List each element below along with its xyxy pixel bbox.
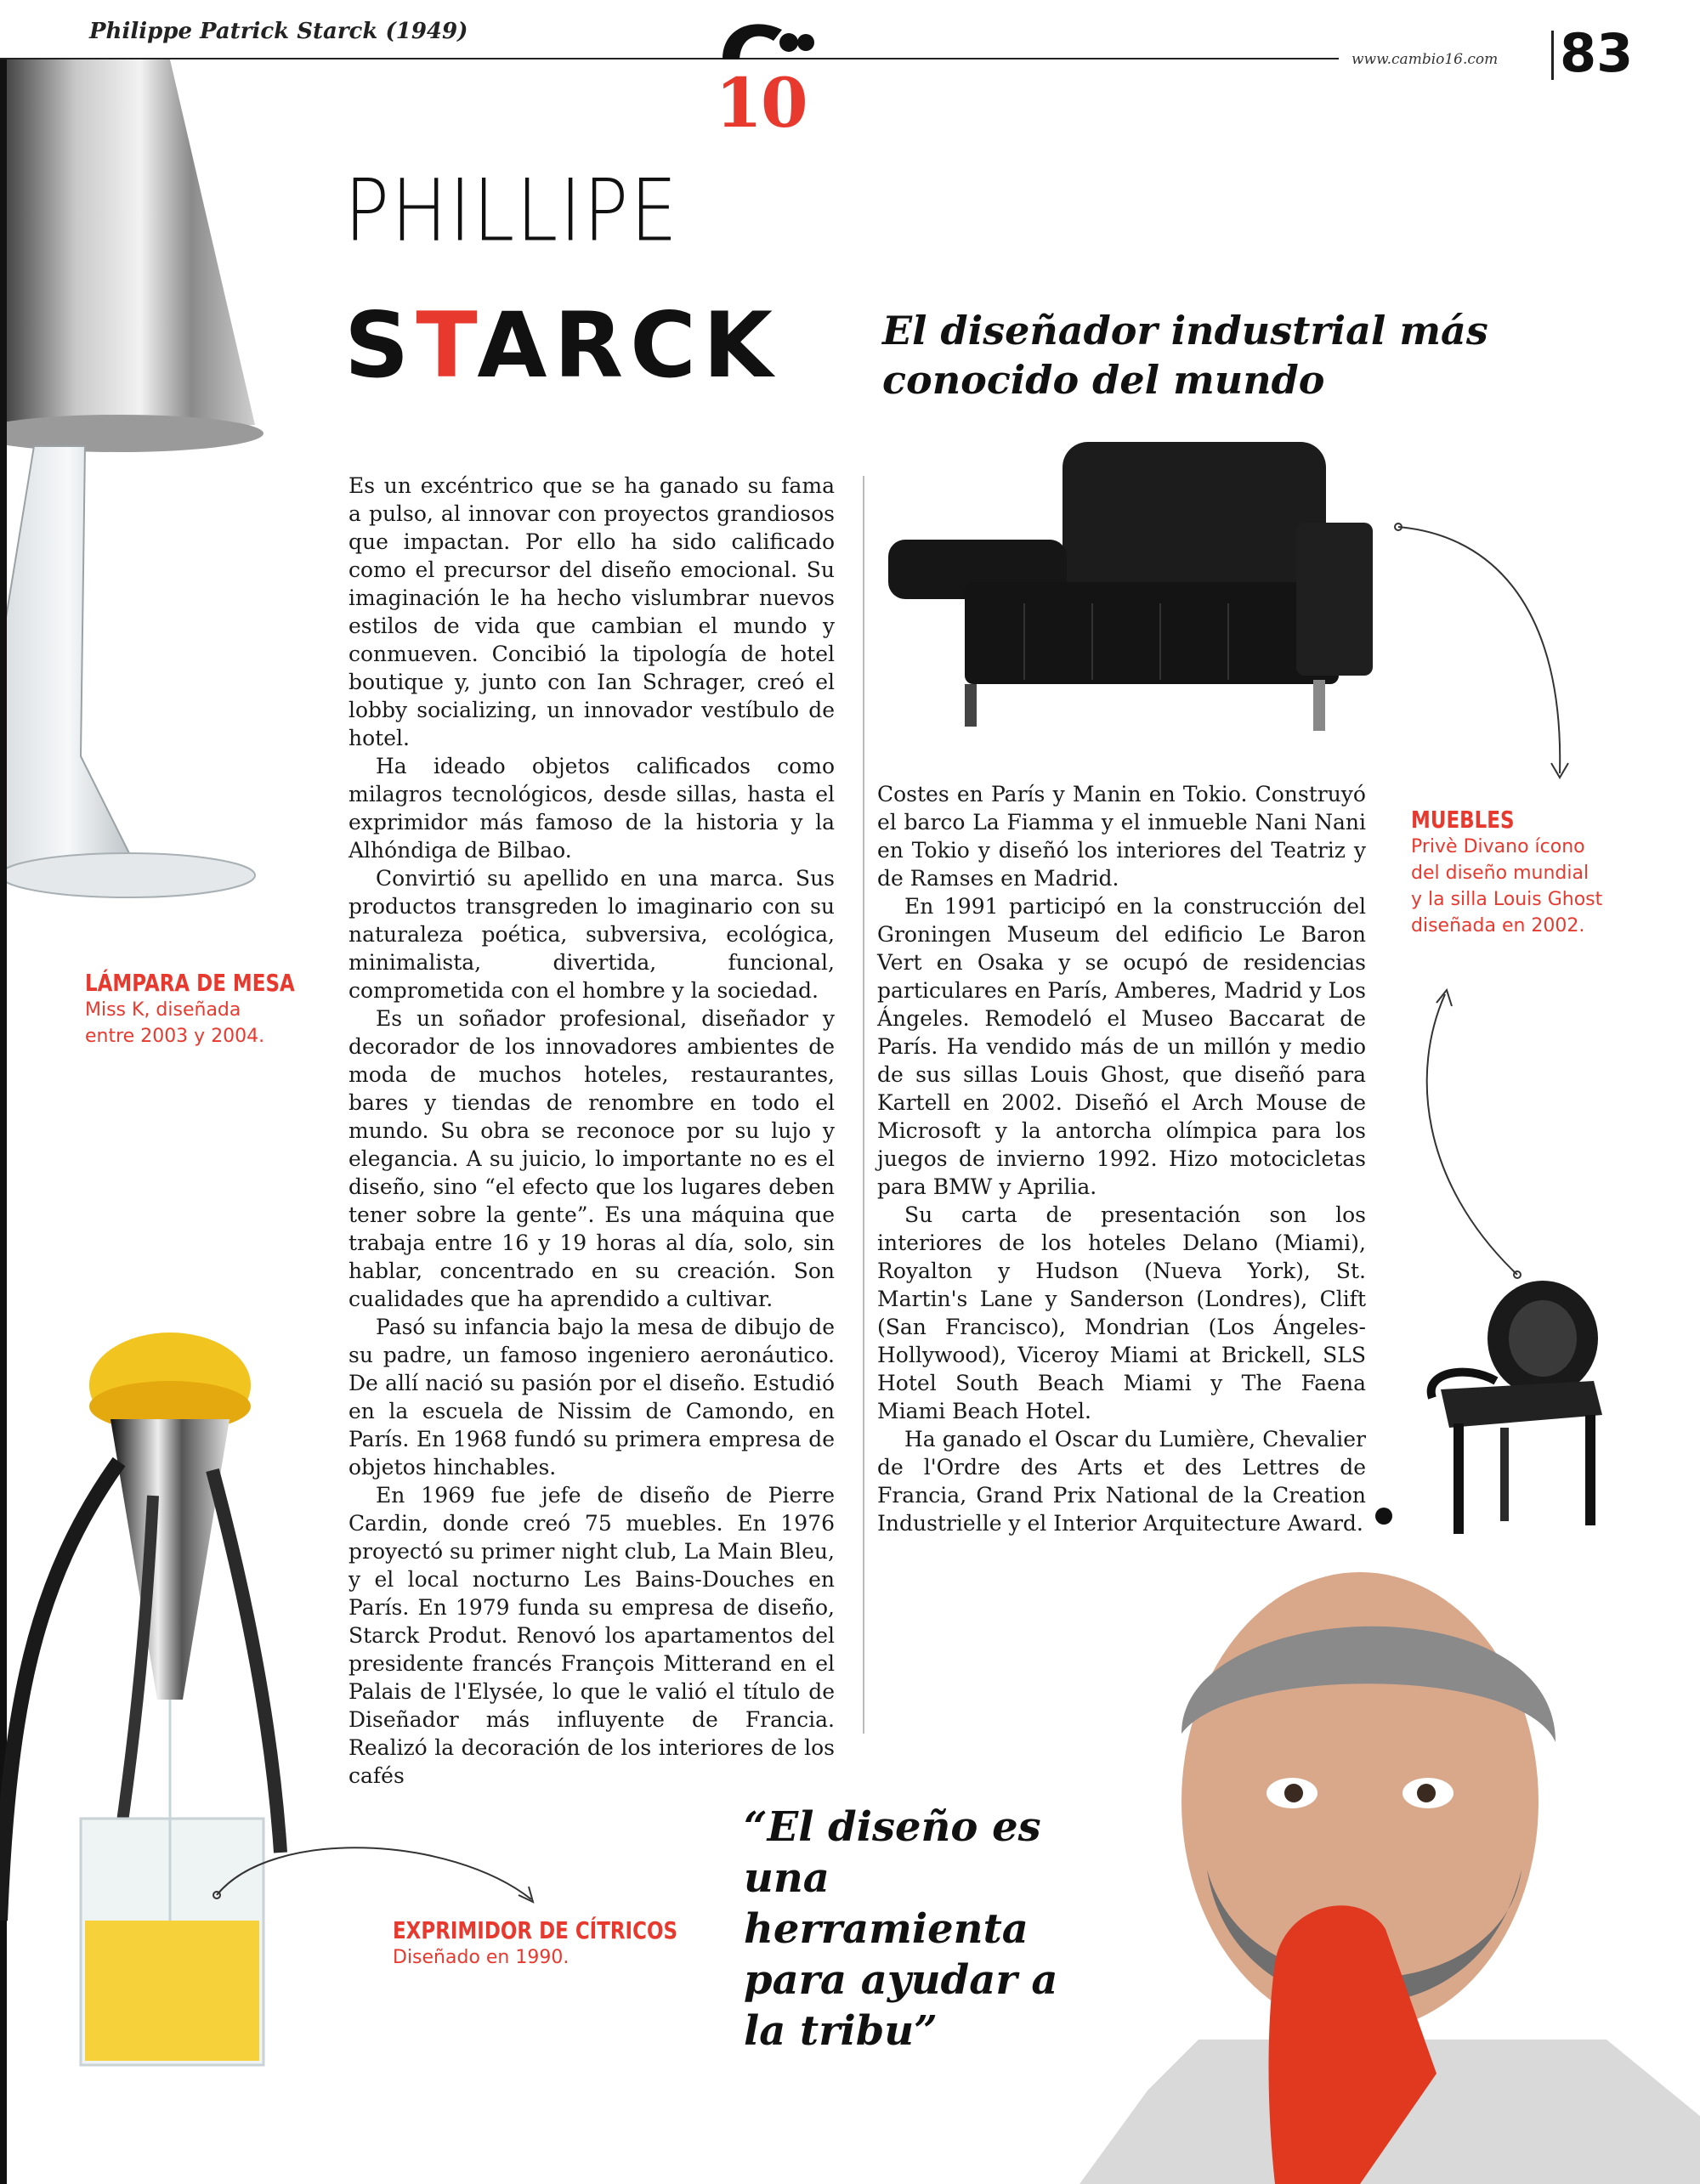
furniture-caption-line: del diseño mundial [1411, 863, 1590, 884]
paragraph: Ha ideado objetos calificados como milagros tecnológicos, desde sillas, hasta el exprimidor más famoso de la historia y la Alhóndiga de Bilbao. [348, 754, 835, 863]
lamp-caption [85, 969, 341, 1050]
running-head: Philippe Patrick Starck (1949) [89, 19, 468, 44]
title-last-name: STARCK [344, 293, 780, 398]
logo-swirl-icon [706, 8, 816, 68]
furniture-caption-line: diseñada en 2002. [1411, 915, 1585, 936]
furniture-caption-title: MUEBLES [1411, 806, 1515, 834]
subtitle: El diseñador industrial más conocido del mundo [882, 308, 1488, 403]
body-column-1 [348, 472, 835, 1790]
logo-number: 10 [715, 63, 807, 143]
paragraph: En 1969 fue jefe de diseño de Pierre Cardin, donde creó 75 muebles. En 1976 proyectó su primer night club, La Main Bleu, y el local nocturno Les Bains-Douches en París. En 1979 funda su empresa de diseño, Starck Produt. Renovó los apartamentos del presidente francés François Mitterand en el Palais de l'Elysée, lo que le valió el título de Diseñador más influyente de Francia. Realizó la decoración de los interiores de los cafés [348, 1483, 835, 1788]
lamp-caption-line: entre 2003 y 2004. [85, 1026, 265, 1047]
juicer-arrow [212, 1827, 552, 1912]
sofa-image [888, 438, 1381, 744]
paragraph: Es un excéntrico que se ha ganado su fama a pulso, al innovar con proyectos grandiosos que impactan. Por ello ha sido calificado como el precursor del diseño emocional. Su imaginación le ha hecho vislumbrar nuevos estilos de vida que cambian el mundo y conmueven. Concibió la tipología de hotel boutique y, junto con Ian Schrager, creó el lobby socializing, un innovador vestíbulo de hotel. [348, 473, 835, 750]
juicer-image [0, 1326, 289, 2074]
column-rule [863, 476, 864, 1734]
furniture-caption-line: y la silla Louis Ghost [1411, 889, 1603, 910]
paragraph: Su carta de presentación son los interiores de los hoteles Delano (Miami), Royalton y Hudson (Nueva York), St. Martin's Lane y Sanderson (Londres), Clift (San Francisco), Mondrian (Los Ángeles-Hollywood), Viceroy Miami at Brickell, SLS Hotel South Beach Miami y The Faena Miami Beach Hotel. [877, 1202, 1366, 1423]
paragraph: Pasó su infancia bajo la mesa de dibujo de su padre, un famoso ingeniero aeronáutico. De allí nació su pasión por el diseño. Estudió en la escuela de Nissim de Camondo, en París. En 1968 fundó su primera empresa de objetos hinchables. [348, 1315, 835, 1480]
paragraph: En 1991 participó en la construcción del Groningen Museum del edificio Le Baron Vert en Osaka y se ocupó de residencias particulares en París, Amberes, Madrid y Los Ángeles. Remodeló el Museo Baccarat de París. Ha vendido más de un millón y medio de sus sillas Louis Ghost, que diseñó para Kartell en 2002. Diseñó el Arch Mouse de Microsoft y la antorcha olímpica para los juegos de invierno 1992. Hizo motocicletas para BMW y Aprilia. [877, 894, 1366, 1199]
lamp-image [0, 59, 272, 909]
juicer-caption-title: EXPRIMIDOR DE CÍTRICOS [393, 1916, 677, 1944]
paragraph: Ha ganado el Oscar du Lumière, Chevalier de l'Ordre des Arts et des Lettres de Francia, Grand Prix National de la Creation Industrielle y el Interior Arquitecture Award. [877, 1427, 1366, 1536]
page-number: 83 [1560, 22, 1634, 84]
juicer-caption [393, 1916, 740, 1971]
portrait-image [1080, 1564, 1700, 2184]
juicer-caption-line: Diseñado en 1990. [393, 1947, 570, 1968]
furniture-caption [1411, 806, 1602, 939]
furniture-caption-line: Privè Divano ícono [1411, 836, 1585, 857]
pull-quote: “El diseño es una herramienta para ayudar a la tribu” [744, 1803, 1058, 2055]
header-divider [1551, 31, 1554, 80]
paragraph: Convirtió su apellido en una marca. Sus productos transgreden lo imaginario con su naturaleza poética, subversiva, ecológica, minimalista, divertida, funcional, comprometida con el hombre y la sociedad. [348, 866, 835, 1003]
title-accent-letter: T [416, 293, 478, 398]
end-mark-icon [1374, 1504, 1393, 1532]
paragraph: Es un soñador profesional, diseñador y decorador de los innovadores ambientes de moda de muchos hoteles, restaurantes, bares y tiendas de renombre en todo el mundo. Su obra se reconoce por su lujo y elegancia. A su juicio, lo importante no es el diseño, sino “el efecto que los lugares deben tener sobre la gente”. Es una máquina que trabaja entre 16 y 19 horas al día, solo, sin hablar, concentrado en su creación. Son cualidades que ha aprendido a cultivar. [348, 1006, 835, 1311]
title-first-name: PHILLIPE [344, 160, 679, 261]
paragraph: Costes en París y Manin en Tokio. Construyó el barco La Fiamma y el inmueble Nani Nani en Tokio y diseñó los interiores del Teatriz y de Ramses en Madrid. [877, 782, 1366, 891]
header-url[interactable]: www.cambio16.com [1352, 51, 1499, 68]
lamp-caption-line: Miss K, diseñada [85, 999, 241, 1021]
chair-image [1415, 1279, 1619, 1534]
magazine-logo [706, 8, 816, 143]
lamp-caption-title: LÁMPARA DE MESA [85, 969, 295, 997]
body-column-2 [877, 780, 1366, 1537]
